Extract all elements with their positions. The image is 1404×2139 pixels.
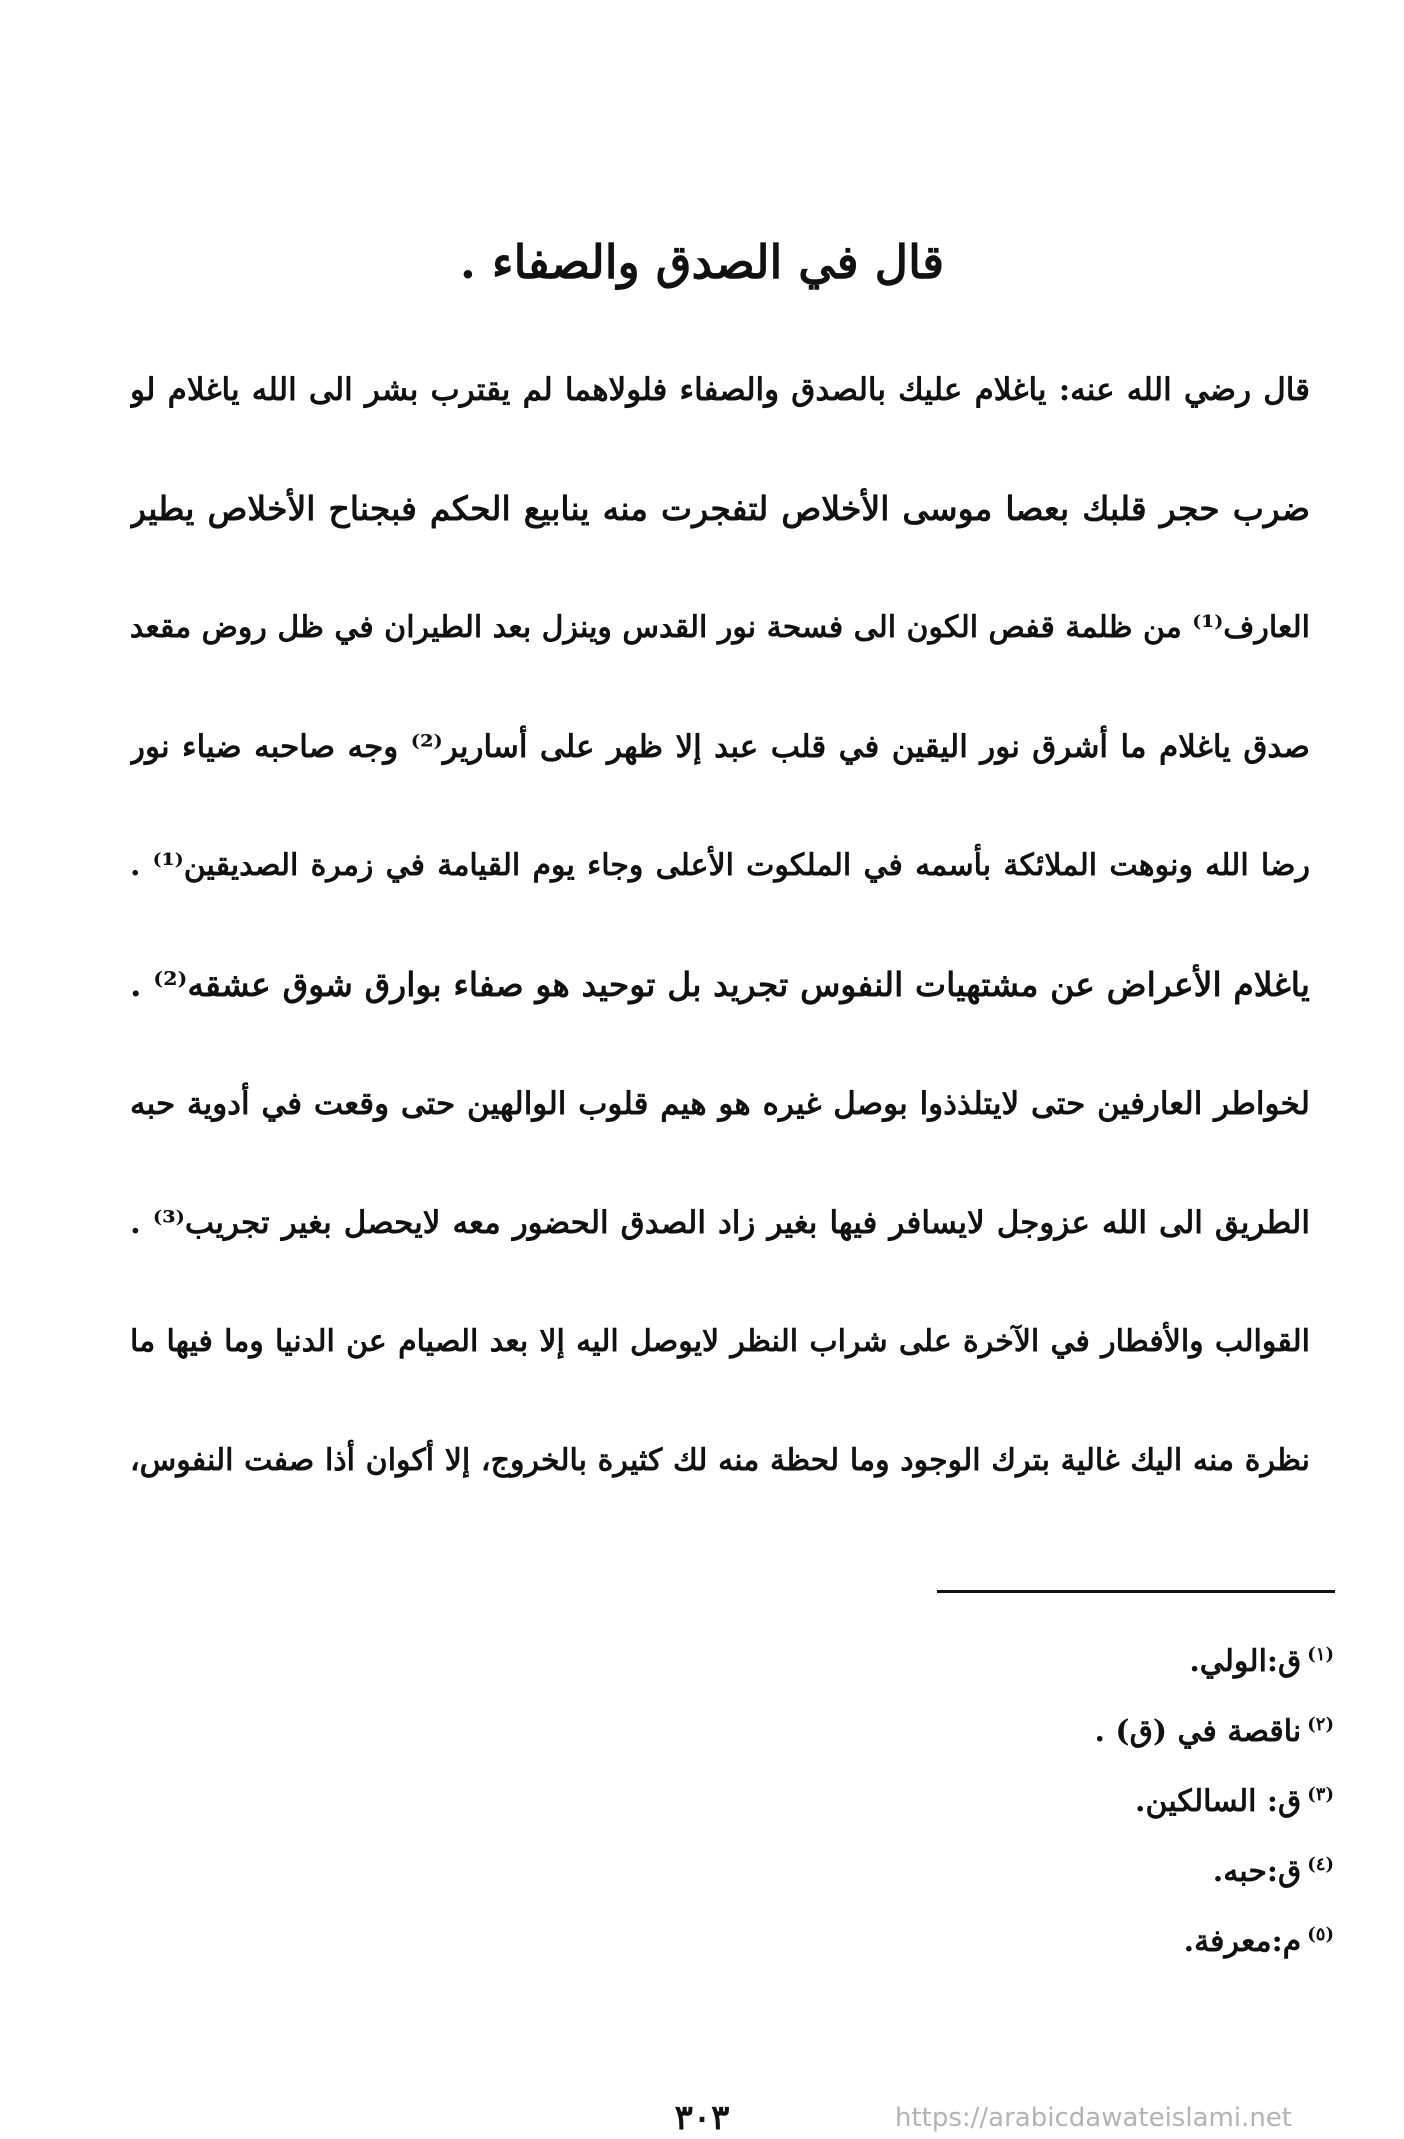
footnote-text: ناقصة في (ق) . [1094,1714,1302,1749]
text-line: صدق ياغلام ما أشرق نور اليقين في قلب عبد إلا ظهر على أسارير⁽²⁾ وجه صاحبه ضياء نور [130,729,1310,765]
text-line: رضا الله ونوهت الملائكة بأسمه في الملكوت الأعلى وجاء يوم القيامة في زمرة الصديقين⁽¹⁾ . [130,848,1310,883]
footnote-separator [937,1590,1335,1593]
footnote-item [734,1835,1334,1905]
text-line: نظرة منه اليك غالية بترك الوجود وما لحظة منه لك كثيرة بالخروج، إلا أكوان أذا صفت النفوس، [130,1443,1310,1478]
text-line: ياغلام الأعراض عن مشتهيات النفوس تجريد بل توحيد هو صفاء بوارق شوق عشقه⁽²⁾ . [130,965,1310,1004]
footnote-number: (٥) [1307,1924,1334,1945]
section-title: قال في الصدق والصفاء . [459,235,945,289]
footnote-text: م:معرفة. [1183,1924,1302,1959]
body-text [130,345,1310,1535]
footnote-item [734,1625,1334,1695]
text-line: لخواطر العارفين حتى لايتلذذوا بوصل غيره هو هيم قلوب الوالهين حتى وقعت في أدوية حبه [130,1086,1310,1122]
footnotes [734,1625,1334,1975]
footnote-number: (١) [1307,1644,1334,1665]
footnote-item [734,1695,1334,1765]
text-line: ضرب حجر قلبك بعصا موسى الأخلاص لتفجرت منه ينابيع الحكم فبجناح الأخلاص يطير [130,489,1310,528]
footnote-number: (٢) [1307,1714,1334,1735]
text-line: العارف⁽¹⁾ من ظلمة قفص الكون الى فسحة نور القدس وينزل بعد الطيران في ظل روض مقعد [130,610,1310,645]
text-line: قال رضي الله عنه: ياغلام عليك بالصدق والصفاء فلولاهما لم يقترب بشر الى الله ياغلام لو [130,372,1310,408]
footnote-text: ق:حبه. [1212,1854,1302,1889]
text-line: القوالب والأفطار في الآخرة على شراب النظر لايوصل اليه إلا بعد الصيام عن الدنيا وما فيها ما [130,1324,1310,1359]
footnote-text: ق:الولي. [1189,1644,1302,1679]
footnote-item [734,1905,1334,1975]
watermark-url: https://arabicdawateislami.net [894,2103,1292,2133]
footnote-text: ق: السالكين. [1135,1784,1302,1819]
page-number: ٣٠٣ [674,2098,730,2138]
footnote-number: (٣) [1307,1784,1334,1805]
footnote-number: (٤) [1307,1854,1334,1875]
footnote-item [734,1765,1334,1835]
text-line: الطريق الى الله عزوجل لايسافر فيها بغير زاد الصدق الحضور معه لايحصل بغير تجريب⁽³⁾ . [130,1205,1310,1241]
